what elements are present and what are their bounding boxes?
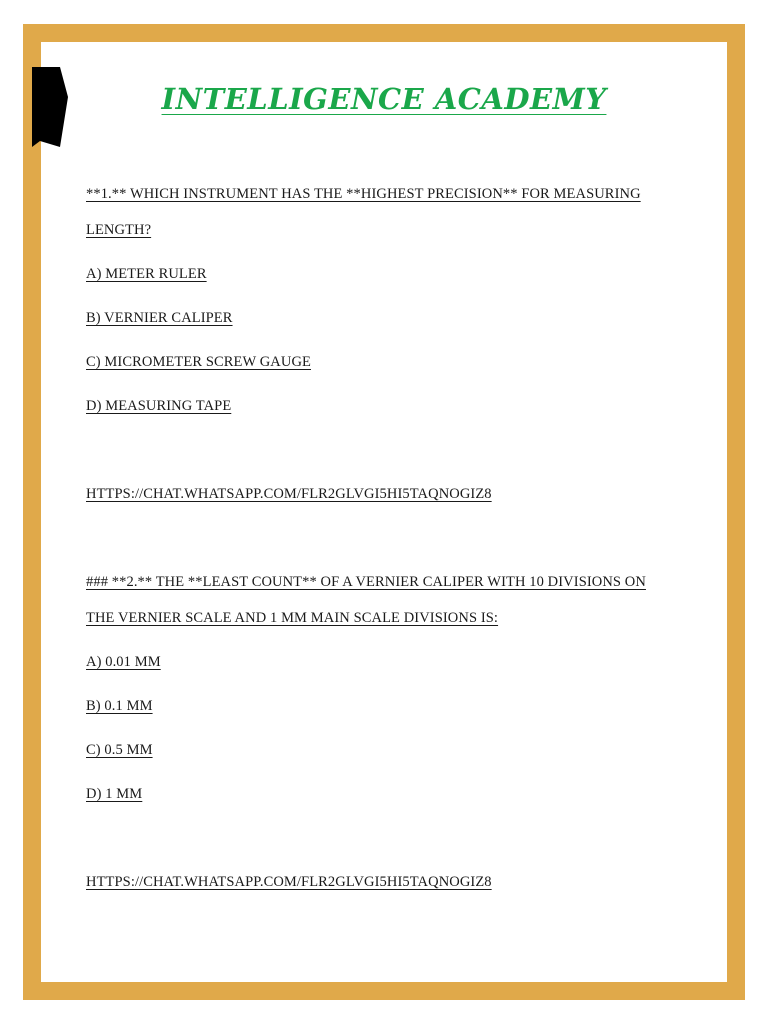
question-1-line-2: LENGTH? (86, 222, 152, 238)
question-1-line-1: **1.** WHICH INSTRUMENT HAS THE **HIGHEST PRECISION** FOR MEASURING (86, 186, 641, 202)
page-border-frame (23, 24, 745, 1000)
whatsapp-link-1[interactable]: HTTPS://CHAT.WHATSAPP.COM/FLR2GLVGI5HI5TAQNOGIZ8 (86, 486, 492, 502)
whatsapp-link-2[interactable]: HTTPS://CHAT.WHATSAPP.COM/FLR2GLVGI5HI5TAQNOGIZ8 (86, 874, 492, 890)
question-1-option-d: D) MEASURING TAPE (86, 398, 232, 414)
page-title-text: INTELLIGENCE ACADEMY (161, 82, 607, 116)
question-2-line-1: ### **2.** THE **LEAST COUNT** OF A VERNIER CALIPER WITH 10 DIVISIONS ON (86, 574, 646, 590)
question-2-option-b: B) 0.1 MM (86, 698, 153, 714)
question-1-option-c: C) MICROMETER SCREW GAUGE (86, 354, 311, 370)
page-title (0, 80, 768, 117)
question-1-option-b: B) VERNIER CALIPER (86, 310, 233, 326)
question-2-option-d: D) 1 MM (86, 786, 143, 802)
question-1-option-a: A) METER RULER (86, 266, 207, 282)
question-2-option-c: C) 0.5 MM (86, 742, 153, 758)
question-2-option-a: A) 0.01 MM (86, 654, 161, 670)
question-2-line-2: THE VERNIER SCALE AND 1 MM MAIN SCALE DIVISIONS IS: (86, 610, 499, 626)
